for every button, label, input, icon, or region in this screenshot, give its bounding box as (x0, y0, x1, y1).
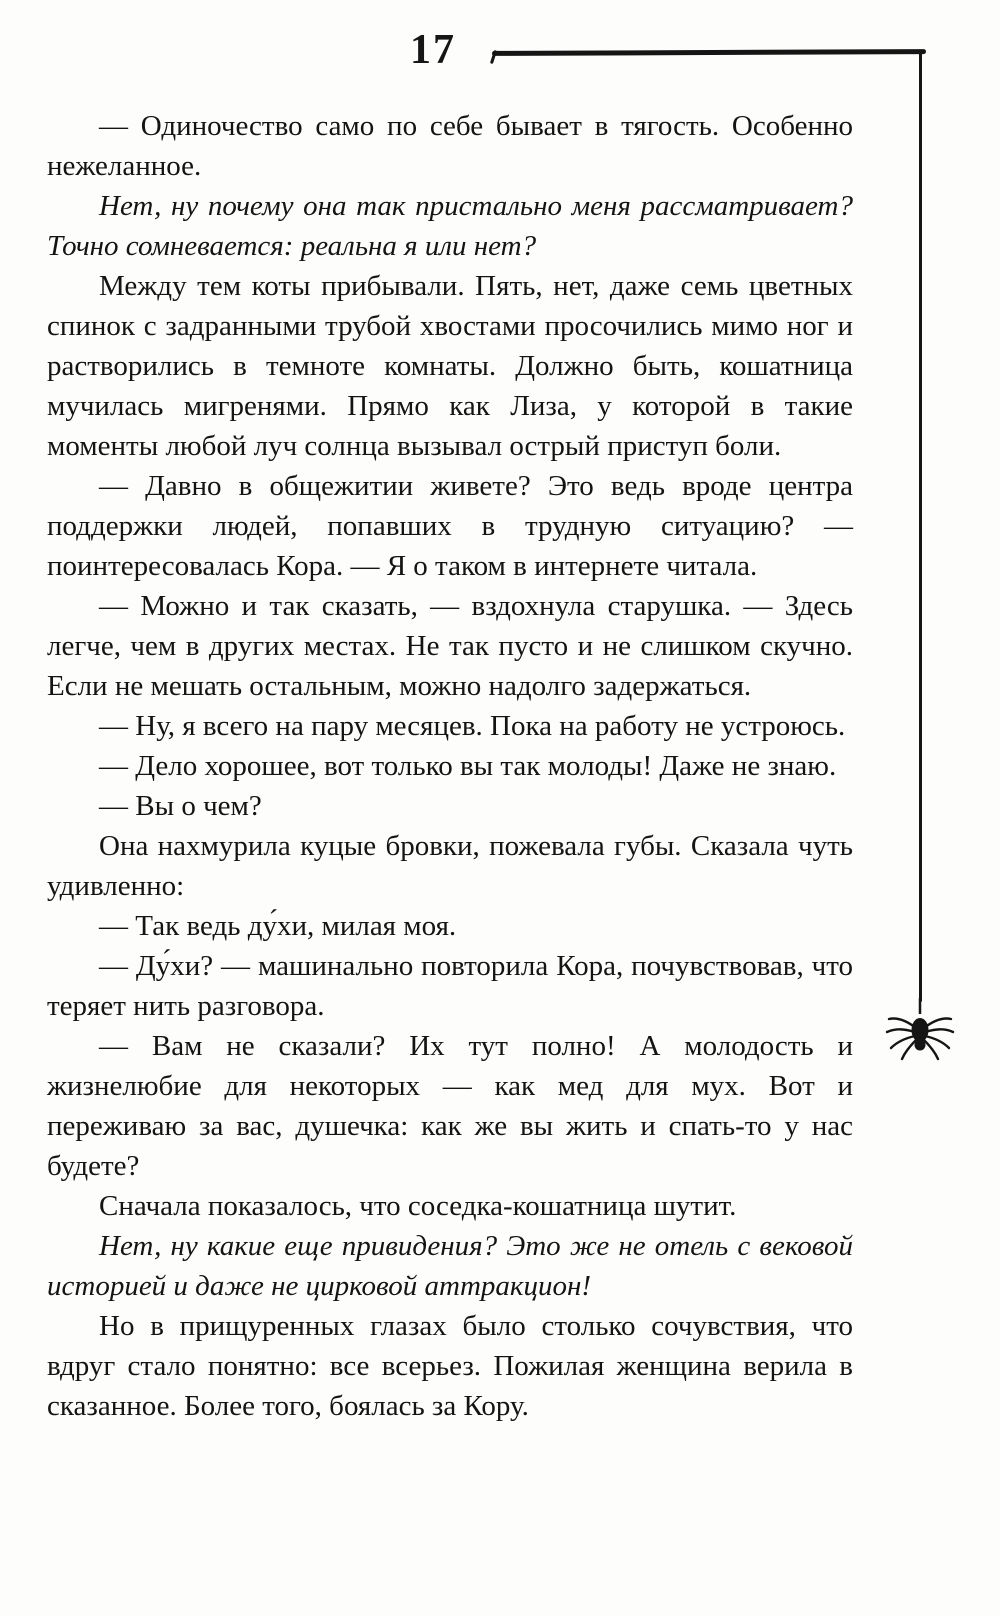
paragraph: — Так ведь ду́хи, милая моя. (99, 910, 457, 942)
page-number: 17 (410, 27, 456, 73)
text-block (47, 106, 853, 1426)
paragraph: — Вам не сказали? Их тут полно! А молодость и жизнелюбие для некоторых — как мед для мух. Вот и переживаю за вас, душечка: как же вы жить и спать-то у нас будете? (47, 1030, 853, 1182)
paragraph: — Ду́хи? — машинально повторила Кора, почувствовав, что теряет нить разговора. (47, 950, 853, 1022)
spider-icon (885, 998, 955, 1072)
paragraph: Она нахмурила куцые бровки, пожевала губы. Сказала чуть удивленно: (47, 830, 853, 902)
paragraph: Между тем коты прибывали. Пять, нет, даже семь цветных спинок с задранными трубой хвостами просочились мимо ног и растворились в темноте комнаты. Должно быть, кошатница мучилась мигренями. Прямо как Лиза, у которой в такие моменты любой луч солнца вызывал острый приступ боли. (47, 270, 853, 462)
paragraph: Нет, ну какие еще привидения? Это же не отель с вековой историей и даже не цирковой аттракцион! (47, 1230, 853, 1302)
paragraph: Сначала показалось, что соседка-кошатница шутит. (99, 1190, 737, 1222)
header-rule (492, 49, 926, 56)
paragraph: — Дело хорошее, вот только вы так молоды! Даже не знаю. (99, 750, 837, 782)
paragraph: — Давно в общежитии живете? Это ведь вроде центра поддержки людей, попавших в трудную ситуацию? — поинтересовалась Кора. — Я о таком в интернете читала. (47, 470, 853, 582)
paragraph: — Ну, я всего на пару месяцев. Пока на работу не устроюсь. (99, 710, 846, 742)
paragraph: — Можно и так сказать, — вздохнула старушка. — Здесь легче, чем в других местах. Не так пусто и не слишком скучно. Если не мешать остальным, можно надолго задержаться. (47, 590, 853, 702)
paragraph: — Вы о чем? (99, 790, 262, 822)
spider-thread-line (919, 50, 922, 1002)
header-rule-tick (490, 50, 497, 64)
paragraph: — Одиночество само по себе бывает в тягость. Особенно нежеланное. (47, 110, 853, 182)
paragraph: Нет, ну почему она так пристально меня рассматривает? Точно сомневается: реальна я или нет? (47, 190, 853, 262)
paragraph: Но в прищуренных глазах было столько сочувствия, что вдруг стало понятно: все всерьез. Пожилая женщина верила в сказанное. Более того, боялась за Кору. (47, 1310, 853, 1422)
